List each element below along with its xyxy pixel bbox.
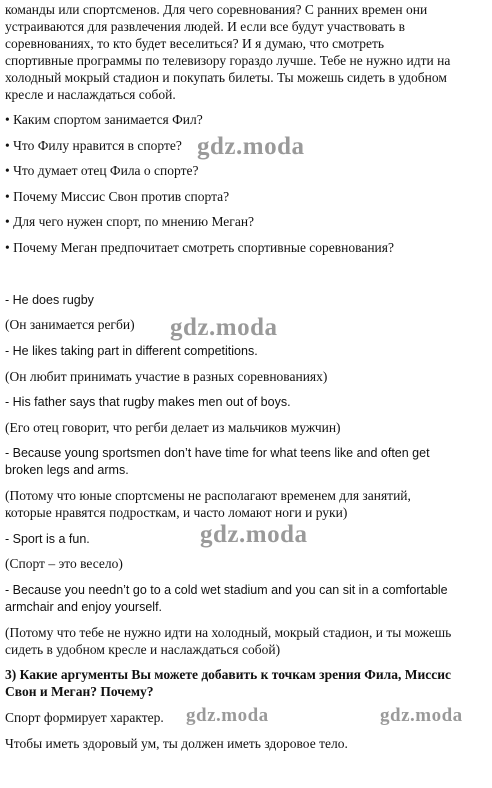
question-item: • Для чего нужен спорт, по мнению Меган? xyxy=(5,214,255,229)
answer-translation: (Потому что юные спортсмены не располагают временем для занятий, xyxy=(5,488,411,503)
answer-translation: (Спорт – это весело) xyxy=(5,556,123,571)
watermark: gdz.moda xyxy=(380,705,463,726)
task3-line: Чтобы иметь здоровый ум, ты должен иметь здоровое тело. xyxy=(5,736,348,751)
answer-line: - Sport is a fun. xyxy=(5,532,90,546)
question-item: • Что думает отец Фила о спорте? xyxy=(5,163,199,178)
answer-line: broken legs and arms. xyxy=(5,463,129,477)
answer-translation: (Он занимается регби) xyxy=(5,317,135,332)
question-item: • Что Филу нравится в спорте? xyxy=(5,138,182,153)
question-item: • Почему Меган предпочитает смотреть спортивные соревнования? xyxy=(5,240,394,255)
task3-heading: Свон и Меган? Почему? xyxy=(5,684,154,699)
answer-line: - He does rugby xyxy=(5,293,94,307)
question-item: • Почему Миссис Свон против спорта? xyxy=(5,189,230,204)
answer-translation: (Потому что тебе не нужно идти на холодный, мокрый стадион, и ты можешь xyxy=(5,625,452,640)
intro-line: холодный мокрый стадион и покупать билеты. Ты можешь сидеть в удобном xyxy=(5,70,447,85)
answer-line: - Because you needn’t go to a cold wet stadium and you can sit in a comfortable xyxy=(5,583,448,597)
answer-line: - He likes taking part in different competitions. xyxy=(5,344,258,358)
answer-translation: которые нравятся подросткам, и часто ломают ноги и руки) xyxy=(5,505,348,520)
intro-line: соревнованиях, то кто будет веселиться? И я думаю, что смотреть xyxy=(5,36,385,51)
watermark: gdz.moda xyxy=(186,705,269,726)
intro-line: команды или спортсменов. Для чего соревнования? С ранних времен они xyxy=(5,2,428,17)
intro-line: кресле и наслаждаться собой. xyxy=(5,87,176,102)
answer-translation: (Он любит принимать участие в разных соревнованиях) xyxy=(5,369,328,384)
task3-heading: 3) Какие аргументы Вы можете добавить к точкам зрения Фила, Миссис xyxy=(5,667,452,682)
watermark: gdz.moda xyxy=(197,133,305,160)
answer-translation: сидеть в удобном кресле и наслаждаться собой) xyxy=(5,642,281,657)
watermark: gdz.moda xyxy=(200,521,308,548)
answer-translation: (Его отец говорит, что регби делает из мальчиков мужчин) xyxy=(5,420,341,435)
intro-line: устраиваются для развлечения людей. И если все будут участвовать в xyxy=(5,19,405,34)
answer-line: - Because young sportsmen don’t have time for what teens like and often get xyxy=(5,446,430,460)
watermark: gdz.moda xyxy=(170,314,278,341)
intro-line: спортивные программы по телевизору гораздо лучше. Тебе не нужно идти на xyxy=(5,53,451,68)
task3-line: Спорт формирует характер. xyxy=(5,710,164,725)
answer-line: armchair and enjoy yourself. xyxy=(5,600,163,614)
answer-line: - His father says that rugby makes men out of boys. xyxy=(5,395,291,409)
question-item: • Каким спортом занимается Фил? xyxy=(5,112,203,127)
